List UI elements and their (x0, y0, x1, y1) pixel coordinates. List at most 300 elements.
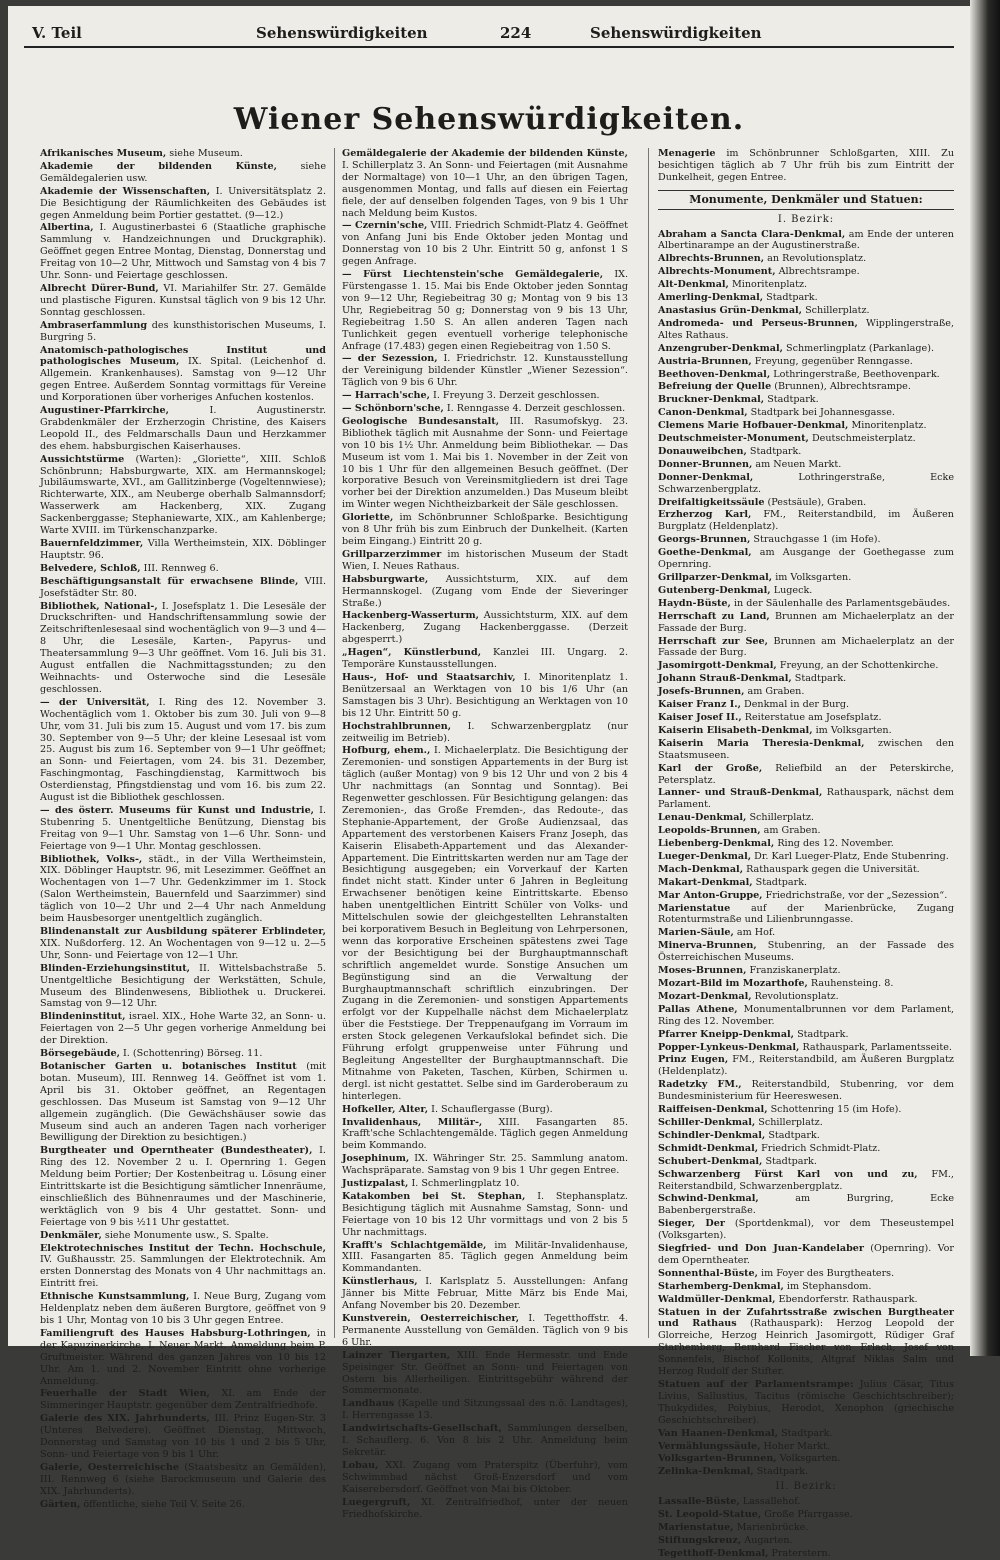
entry (40, 222, 326, 282)
entry-text: Ebendorferstr. Rathauspark. (778, 1293, 918, 1305)
entry-text: Reliefbild an der Peterskirche, Petersplatz. (658, 762, 954, 786)
entry-heading: Raiffeisen-Denkmal, (658, 1104, 768, 1116)
entry (658, 1496, 954, 1508)
entry (658, 1218, 954, 1242)
entry-text: israel. XIX., Hohe Warte 32, an Sonn- u. Feiertagen von 2—5 Uhr gegen vorherige Anmeldung bei der Direktion. (40, 1011, 326, 1047)
entry (658, 1268, 954, 1280)
entry-heading: Josephinum, (342, 1153, 410, 1165)
entry-heading: Anatomisch-pathologisches Institut und pathologisches Museum, (40, 344, 326, 368)
entry-text: Große Pfarrgasse. (764, 1509, 853, 1521)
entry (342, 1276, 628, 1312)
entry-heading: Haus-, Hof- und Staatsarchiv, (342, 671, 516, 683)
entry (342, 1153, 628, 1177)
entry (658, 611, 954, 635)
entry (658, 940, 954, 964)
entry (658, 1143, 954, 1155)
entry-heading: Makart-Denkmal, (658, 876, 753, 888)
entry (658, 991, 954, 1003)
entry-text: Rathauspark gegen die Universität. (746, 863, 920, 875)
entry-heading: Landhaus (342, 1398, 395, 1410)
entry (658, 1243, 954, 1267)
entry-text: Aussichtsturm, XIX. auf dem Hermannskogel. (Zugang vom Ende der Sieveringer Straße.) (342, 573, 628, 609)
entry-heading: Akademie der bildenden Künste, (40, 160, 278, 172)
entry-text: I. Friedrichstr. 12. Kunstausstellung der Vereinigung bildender Künstler „Wiener Sezession“. Täglich von 9 bis 6 Uhr. (342, 353, 628, 389)
entry-heading: Hofkeller, Alter, (342, 1103, 429, 1115)
entry-heading: Befreiung der Quelle (658, 381, 772, 393)
entry-text: Schillerplatz. (805, 304, 870, 316)
entry-text: am Burgring, Ecke Babenbergerstraße. (658, 1193, 954, 1217)
entry (40, 963, 326, 1011)
monument-list-district-1 (658, 229, 954, 1479)
entry-text: städt., in der Villa Wertheimstein, XIX. Döblinger Hauptstr. 96, mit Lesezimmer. Geöffnet an Wochentagen von 1—7 Uhr. Gedenkzimmer im 1. Stock (Salon Wertheimstein, Bauernfeld und Saarzimmer) sind täglich von 10—2 Uhr und 2—4 Uhr nach Anmeldung beim Hausbesorger unentgeltlich zugänglich. (40, 853, 326, 925)
entry-text: (Sportdenkmal), vor dem Theseustempel (Volksgarten). (658, 1218, 954, 1242)
entry (658, 446, 954, 458)
entry-text: Lugeck. (773, 584, 813, 596)
entry-heading: Lobau, (342, 1459, 379, 1471)
entry-heading: Aussichtstürme (40, 453, 125, 465)
entry (342, 745, 628, 1102)
entry-text: im Volksgarten. (775, 572, 852, 583)
entry (40, 1011, 326, 1047)
entry-heading: Vermählungssäule, (658, 1440, 761, 1452)
entry-heading: Hofburg, ehem., (342, 745, 431, 757)
entry-heading: Lenau-Denkmal, (658, 812, 747, 824)
entry-heading: Herrschaft zu Land, (658, 610, 770, 622)
entry-text: I. Stephansplatz. Besichtigung täglich mit Ausnahme Samstag, Sonn- und Feiertage von 10 bis 12 Uhr vormittags und von 2 bis 5 Uhr nachmittags. (342, 1190, 628, 1238)
entry-heading: St. Leopold-Statue, (658, 1509, 762, 1521)
entry-text: Reiterstandbild, Stubenring, vor dem Bundesministerium für Heereswesen. (658, 1079, 954, 1103)
entry (40, 320, 326, 344)
entry (658, 1042, 954, 1054)
entry-heading: Josefs-Brunnen, (658, 686, 745, 698)
entry-text: Lothringerstraße, Beethovenpark. (773, 368, 940, 380)
entry (342, 416, 628, 511)
district-heading: II. Bezirk: (775, 1481, 837, 1493)
entry-heading: Sieger, Der (658, 1218, 725, 1230)
entry-heading: Albertina, (40, 222, 94, 234)
entry-heading: Blinden-Erziehungsinstitut, (40, 962, 191, 974)
entry-heading: Mach-Denkmal, (658, 863, 744, 875)
entry-text: Brunnen am Michaelerplatz an der Fassade der Burg. (658, 635, 954, 659)
entry-text: Brunnen am Michaelerplatz an der Fassade der Burg. (658, 610, 955, 634)
entry (40, 1413, 326, 1461)
entry-text: Rathauspark, Parlamentsseite. (802, 1041, 952, 1053)
entry-text: I. Augustinerstr. Grabdenkmäler der Erzherzogin Christine, des Kaisers Leopold II., des Feldmarschalls Daun und Herzkammer des ehem. habsburgischen Kaiserhauses. (40, 405, 326, 452)
entry (40, 1243, 326, 1291)
entry-text: I. Schauflergasse (Burg). (431, 1103, 553, 1115)
entry-heading: Albrechts-Brunnen, (658, 253, 765, 265)
entry-text: IX. Fürstengasse 1. 15. Mai bis Ende Oktober jeden Sonntag von 9—12 Uhr, Regiebeitrag 30 g; Montag von 9 bis 13 Uhr, Regiebeitrag 50 g; Donnerstag von 9 bis 13 Uhr, Regiebeitrag 1.50 S. An allen anderen Tagen nach Tunlichkeit gegen eventuell vorherige telephonische Anfrage (17.483) gegen einen Regiebeitrag von 1.50 S. (342, 269, 628, 352)
entry-text: I. Stubenring 5. Unentgeltliche Benützung, Dienstag bis Freitag von 9—1 Uhr. Samstag von 1—6 Uhr. Sonn- und Feiertage von 9—1 Uhr. Montag geschlossen. (40, 804, 326, 852)
entry-heading: Lassalle-Büste, (658, 1496, 740, 1508)
entry (658, 1004, 954, 1028)
entry-heading: Canon-Denkmal, (658, 407, 748, 419)
entry-heading: Moses-Brunnen, (658, 965, 747, 977)
entry-heading: Afrikanisches Museum, (40, 148, 167, 159)
entry (342, 610, 628, 646)
entry-text: im Schönbrunner Schloßparke. Besichtigung von 8 Uhr früh bis zum Einbruch der Dunkelheit. (Karten beim Eingang.) Eintritt 20 g. (342, 512, 628, 547)
entry-text: im Stephansdom. (786, 1280, 872, 1292)
entry (658, 890, 954, 902)
entry-text: im Militär-Invalidenhause, XIII. Fasangarten 85. Täglich gegen Anmeldung beim Kommandanten. (342, 1239, 628, 1275)
entry-text: Schillerplatz. (749, 812, 814, 824)
entry-text: Dr. Karl Lueger-Platz, Ende Stubenring. (754, 850, 949, 862)
entry-text: (Staatsbesitz an Gemälden), III. Rennweg 6 (siehe Barockmuseum und Galerie des XIX. Jahrhunderts). (40, 1461, 326, 1497)
entry (40, 563, 326, 575)
entry-text: Minoritenplatz. (731, 279, 808, 291)
entry (658, 812, 954, 824)
entry-text: Friedrich Schmidt-Platz. (761, 1142, 881, 1154)
entry-heading: Akademie der Wissenschaften, (40, 185, 211, 197)
entry (658, 292, 954, 304)
entry-heading: Jasomirgott-Denkmal, (658, 660, 777, 672)
entry-text: Stubenring, an der Fassade des Österreichischen Museums. (658, 940, 954, 964)
district-heading: I. Bezirk: (777, 213, 835, 225)
entry-heading: Bibliothek, National-, (40, 600, 158, 612)
entry (658, 369, 954, 381)
entry-text: Ring des 12. November. (777, 838, 894, 850)
entry (40, 854, 326, 925)
entry (658, 903, 954, 927)
entry-heading: Bibliothek, Volks-, (40, 853, 143, 865)
entry-heading: Gemäldegalerie der Akademie der bildenden Künste, (342, 148, 628, 159)
entry (40, 283, 326, 319)
entry-text: Freyung, an der Schottenkirche. (779, 660, 939, 672)
entry-text: II. Wittelsbachstraße 5. Unentgeltliche Besichtigung der Werkstätten, Schule, Museum des Blindenwesens, Bibliothek u. Druckerei. Samstag von 9—12 Uhr. (40, 962, 326, 1010)
entry-text: I. Renngasse 4. Derzeit geschlossen. (446, 403, 626, 415)
entry-heading: Lanner- und Strauß-Denkmal, (658, 787, 823, 799)
entry-text: am Ende der unteren Albertinarampe an der Augustinerstraße. (658, 228, 954, 252)
entry (658, 1509, 954, 1521)
entry (342, 1191, 628, 1239)
entry-text: (Brunnen), Albrechtsrampe. (774, 381, 911, 393)
entry (658, 1054, 954, 1078)
entry (658, 1117, 954, 1129)
entry-heading: Tegetthoff-Denkmal, (658, 1547, 769, 1559)
entry (658, 318, 954, 342)
entry (342, 721, 628, 745)
entry-heading: Statuen auf der Parlamentsrampe: (658, 1379, 854, 1390)
entry-heading: Augustiner-Pfarrkirche, (40, 405, 169, 417)
entry (40, 601, 326, 696)
entry-heading: Erzherzog Karl, (658, 509, 752, 521)
entry-text: Deutschmeisterplatz. (811, 433, 916, 445)
entry-heading: Alt-Denkmal, (658, 279, 729, 291)
entry (658, 1193, 954, 1217)
entry-text: Monumentalbrunnen vor dem Parlament, Ring des 12. November. (658, 1003, 954, 1027)
entry-heading: Goethe-Denkmal, (658, 547, 752, 559)
entry (40, 697, 326, 804)
entry-heading: Deutschmeister-Monument, (658, 433, 809, 445)
entry-heading: Habsburgwarte, (342, 573, 429, 585)
entry (658, 1130, 954, 1142)
entry-heading: Familiengruft des Hauses Habsburg-Lothringen, (40, 1327, 311, 1339)
entry-text: III. Rennweg 6. (143, 562, 219, 574)
entry-text: VI. Mariahilfer Str. 27. Gemälde und plastische Figuren. Kunstsal täglich von 9 bis 12 Uhr. Sonntag geschlossen. (40, 282, 326, 318)
entry (658, 1441, 954, 1453)
entry (40, 1291, 326, 1327)
entry (658, 851, 954, 863)
entry-heading: Albrecht Dürer-Bund, (40, 282, 159, 294)
entry-heading: — der Universität, (40, 696, 150, 708)
entry-text: Marienbrücke. (736, 1521, 809, 1533)
column-3 (658, 148, 955, 1559)
running-head-left-title: Sehenswürdigkeiten (256, 24, 428, 42)
entry-text: Sammlungen derselben, I. Schauflerg. 6. Von 8 bis 2 Uhr. Anmeldung beim Sekretär. (342, 1423, 628, 1458)
entry-text: Augarten. (744, 1534, 793, 1546)
entry (40, 161, 326, 185)
entry-text: I. Minoritenplatz 1. Benützersaal an Werktagen von 10 bis 1/6 Uhr (an Samstagen bis 3 Uhr). Besichtigung an Werktagen von 10 bis 12 Uhr. Eintritt 50 g. (342, 671, 628, 719)
entry-heading: Justizpalast, (342, 1178, 409, 1190)
entry-text: (Opernring). Vor dem Operntheater. (658, 1243, 954, 1266)
entry-text: Stadtpark. (749, 445, 802, 457)
monument-list-district-2 (658, 1496, 954, 1560)
entry (40, 148, 326, 160)
entry-heading: Hochstrahlbrunnen, (342, 720, 452, 732)
entry-text: öffentliche, siehe Teil V. Seite 26. (83, 1498, 245, 1510)
entry (658, 547, 954, 571)
entry-heading: Kaiser Josef II., (658, 711, 742, 723)
entry-text: Volksgarten. (779, 1453, 841, 1465)
entry (342, 1398, 628, 1422)
entry-heading: Luegergruft, (342, 1496, 411, 1508)
entry (658, 864, 954, 876)
entry-heading: Elektrotechnisches Institut der Techn. Hochschule, (40, 1242, 326, 1254)
entry-heading: Johann Strauß-Denkmal, (658, 673, 792, 685)
entry-text: am Graben. (763, 825, 821, 837)
entry-heading: Schmidt-Denkmal, (658, 1142, 759, 1154)
entry (658, 420, 954, 432)
entry-text: XI. Zentralfriedhof, unter der neuen Friedhofskirche. (342, 1496, 628, 1520)
entry (658, 699, 954, 711)
entry-heading: Donner-Denkmal, (658, 471, 754, 483)
page-edge-shadow (970, 0, 1000, 1356)
entry-heading: Beschäftigungsanstalt für erwachsene Blinde, (40, 575, 299, 587)
entry (658, 459, 954, 471)
entry-text: (mit botan. Museum), III. Rennweg 14. Geöffnet ist vom 1. April bis 31. Oktober geöffnet, an Regentagen geschlossen. Das Museum ist Samstag von 9—12 Uhr allgemein zugänglich. (Die Gewächshäuser sowie das Museum sind auch an anderen Tagen nach vorheriger Bewilligung der Direktion zu besichtigen.) (40, 1060, 326, 1144)
entry-text: am Neuen Markt. (755, 458, 842, 470)
entry (40, 805, 326, 853)
entry-text: IV. Gußhausstr. 25. Sammlungen der Elektrotechnik. Am ersten Donnerstag des Monats von 4 Uhr nachmittags an. Eintritt frei. (40, 1254, 326, 1290)
entry-text: Rauhensteing. 8. (810, 978, 894, 989)
entry-text: an Revolutionsplatz. (767, 253, 867, 265)
document-page (8, 6, 970, 1559)
entry-heading: Schwarzenberg Fürst Karl von und zu, (658, 1168, 918, 1180)
entry-text: I. Ring des 12. November 2 u. I. Opernring 1. Gegen Meldung beim Portier; Der Kostenbeitrag u. Lösung einer Eintrittskarte ist die Besichtigung sämtlicher Innenräume, einschließlich des Bühnenraumes und der Maschinerie, werktäglich von 9 bis 4 Uhr gestattet. Sonn- und Feiertage von 9 bis ½11 Uhr gestattet. (40, 1145, 326, 1228)
entry (658, 1294, 954, 1306)
entry (40, 576, 326, 600)
entry-text: Albrechtsrampe. (778, 266, 860, 278)
entry (342, 672, 628, 720)
entry-text: Stadtpark. (765, 1155, 817, 1167)
entry-text: Hoher Markt. (763, 1440, 830, 1452)
entry (658, 572, 954, 584)
entry-text: Franziskanerplatz. (749, 965, 841, 977)
entry-text: Minoritenplatz. (851, 420, 927, 432)
entry-heading: Abraham a Sancta Clara-Denkmal, (658, 228, 846, 240)
entry-heading: Belvedere, Schloß, (40, 562, 141, 574)
entry-heading: Van Haanen-Denkmal, (658, 1427, 779, 1439)
entry (658, 1548, 954, 1560)
entry (342, 1117, 628, 1153)
entry-heading: — Czernin'sche, (342, 220, 428, 232)
entry-heading: Anzengruber-Denkmal, (658, 342, 783, 354)
entry (342, 269, 628, 352)
entry (342, 574, 628, 610)
entry-text: Friedrichstraße, vor der „Sezession“. (765, 889, 948, 901)
entry-text: Wipplingerstraße, Altes Rathaus. (658, 317, 954, 341)
entry (658, 229, 954, 253)
entry-heading: Clemens Marie Hofbauer-Denkmal, (658, 420, 849, 432)
entry-heading: Haydn-Büste, (658, 597, 731, 609)
entry-heading: Blindenanstalt zur Ausbildung späterer Erblindeter, (40, 926, 326, 937)
entry (342, 1423, 628, 1459)
entry-text: Schottenring 15 (im Hofe). (770, 1104, 902, 1116)
entry-heading: Bruckner-Denkmal, (658, 394, 765, 406)
entry-heading: Menagerie (658, 148, 716, 159)
entry (40, 345, 326, 405)
entry-heading: Prinz Eugen, (658, 1054, 729, 1066)
entry-text: siehe Gemäldegalerien usw. (40, 160, 326, 184)
entry-text: Stadtpark. (755, 876, 808, 888)
entry-heading: Ethnische Kunstsammlung, (40, 1291, 190, 1303)
entry (658, 381, 954, 393)
entry-text: XI. am Ende der Simmeringer Hauptstr. gegenüber dem Zentralfriedhofe. (40, 1388, 326, 1412)
entry-heading: Galerie des XIX. Jahrhunderts, (40, 1413, 210, 1425)
entry (40, 1462, 326, 1498)
entry (658, 253, 954, 265)
entry (658, 1466, 954, 1478)
entry-heading: Geologische Bundesanstalt, (342, 415, 500, 427)
entry-text: I. Tegetthoffstr. 4. Permanente Ausstellung von Gemälden. Täglich von 9 bis 6 Uhr. (342, 1313, 628, 1348)
entry-heading: Marienstatue (658, 902, 731, 914)
entry (40, 1048, 326, 1060)
entry-text: Lassallehof. (742, 1496, 801, 1508)
entry (658, 738, 954, 762)
column-2 (342, 148, 628, 1520)
entry-text: des kunsthistorischen Museums, I. Burgring 5. (40, 319, 326, 343)
entry-text: zwischen den Staatsmuseen. (658, 737, 954, 761)
entry-heading: Denkmäler, (40, 1229, 102, 1241)
entry-heading: Marien-Säule, (658, 927, 734, 939)
entry (40, 1499, 326, 1511)
entry-heading: Katakomben bei St. Stephan, (342, 1190, 526, 1202)
entry-text: FM., Reiterstandbild, im Äußeren Burgplatz (Heldenplatz). (658, 509, 954, 533)
entry (658, 787, 954, 811)
entry (658, 1104, 954, 1116)
entry-text: I. Neue Burg, Zugang vom Heldenplatz neben dem äußeren Burgtore, geöffnet von 9 bis 1 Uhr, Montag von 10 bis 3 Uhr gegen Entree. (40, 1291, 326, 1326)
entry-text: Praterstern. (771, 1547, 831, 1559)
entry (40, 926, 326, 962)
entry (40, 1230, 326, 1242)
entry-heading: Schiller-Denkmal, (658, 1116, 756, 1128)
entry-text: siehe Museum. (169, 148, 243, 159)
entry-text: I. Freyung 3. Derzeit geschlossen. (433, 390, 600, 402)
entry (342, 1240, 628, 1276)
column-rule (648, 148, 649, 1338)
entry-text: (Pestsäule), Graben. (767, 496, 867, 508)
entry-text: im historischen Museum der Stadt Wien, I. Neues Rathaus. (342, 548, 628, 572)
entry (658, 1156, 954, 1168)
entry-text: XXI. Zugang vom Praterspitz (Überfuhr), vom Schwimmbad nächst Groß-Enzersdorf und vom Kaiserebersdorf. Geöffnet von Mai bis Oktober. (342, 1459, 628, 1495)
column-3-intro (658, 148, 954, 184)
entry-text: Stadtpark. (781, 1427, 833, 1439)
entry (40, 1061, 326, 1144)
entry (658, 598, 954, 610)
entry-heading: Dreifaltigkeitssäule (658, 496, 765, 508)
entry-text: im Schönbrunner Schloßgarten, XIII. Zu besichtigen täglich ab 7 Uhr früh bis zum Eintritt der Dunkelheit, gegen Entree. (658, 148, 954, 183)
entry-text: auf der Marienbrücke, Zugang Rotenturmstraße und Lilienbrunngasse. (658, 902, 954, 926)
entry-text: Freyung, gegenüber Renngasse. (754, 355, 913, 367)
entry-heading: Volksgarten-Brunnen, (658, 1453, 777, 1465)
entry-heading: Burgtheater und Operntheater (Bundestheater), (40, 1145, 313, 1157)
entry-heading: Gutenberg-Denkmal, (658, 584, 771, 596)
entry-heading: Radetzky FM., (658, 1079, 742, 1091)
entry (342, 1497, 628, 1521)
entry (658, 838, 954, 850)
entry-heading: Mozart-Denkmal, (658, 990, 752, 1002)
entry-text: Stadtpark. (767, 394, 819, 406)
entry-heading: Hackenberg-Wasserturm, (342, 610, 479, 622)
entry-heading: Pfarrer Kneipp-Denkmal, (658, 1028, 795, 1040)
entry (342, 1313, 628, 1349)
entry (40, 1388, 326, 1412)
entry-text: I. Schillerplatz 3. An Sonn- und Feiertagen (mit Ausnahme der Normaltage) von 10—1 Uhr, an den übrigen Tagen, ausgenommen Montag, und falls auf diesen ein Feiertag fiele, der auf denselben folgenden Tages, von 9 bis 1 Uhr nach Meldung beim Kustos. (342, 159, 628, 219)
entry-heading: Mozart-Bild im Mozarthofe, (658, 978, 808, 989)
entry-heading: Feuerhalle der Stadt Wien, (40, 1388, 210, 1400)
entry (40, 538, 326, 562)
entry-text: im Volksgarten. (815, 724, 892, 736)
running-head-right-title: Sehenswürdigkeiten (590, 24, 762, 42)
entry-text: XIII. Ende Hermesstr. und Ende Speisinger Str. Geöffnet an Sonn- und Feiertagen von Ostern bis Allerheiligen. Eintrittsgebühr während der Sommermonate. (342, 1349, 628, 1397)
entry-text: in der Kapuzinerkirche, I. Neuer Markt. Anmeldung beim P. Gruftmeister. Während des ganzen Jahres von 10 bis 12 Uhr. Am 1. und 2. November Eintritt ohne vorherige Anmeldung. (40, 1327, 326, 1387)
entry (658, 279, 954, 291)
entry-heading: Amerling-Denkmal, (658, 292, 764, 304)
entry-heading: Galerie, Oesterreichische (40, 1461, 179, 1473)
entry-heading: Pallas Athene, (658, 1003, 738, 1015)
entry (658, 965, 954, 977)
entry-text: I. (Schottenring) Börseg. 11. (123, 1048, 263, 1060)
entry-heading: Albrechts-Monument, (658, 266, 776, 278)
entry-heading: — der Sezession, (342, 353, 438, 365)
entry (658, 725, 954, 737)
entry-text: Julius Cäsar, Titus Livius, Sallustius, Tacitus (römische Geschichtschreiber); Thukydides, Polybius, Herodot, Xenophon (griechische Geschichtschreiber). (658, 1379, 954, 1426)
entry-text: Stadtpark. (768, 1129, 820, 1141)
column-1 (40, 148, 327, 1510)
entry-heading: Marienstatue, (658, 1521, 734, 1533)
entry-heading: Invalidenhaus, Militär-, (342, 1116, 483, 1128)
entry-heading: Karl der Große, (658, 762, 763, 774)
entry (658, 712, 954, 724)
entry (342, 1460, 628, 1496)
entry-heading: Lueger-Denkmal, (658, 850, 752, 862)
entry-heading: Starhemberg-Denkmal, (658, 1280, 784, 1292)
entry-text: siehe Monumente usw., S. Spalte. (104, 1229, 269, 1241)
entry (658, 356, 954, 368)
entry-text: Stadtpark. (794, 673, 847, 685)
entry (342, 403, 628, 415)
entry-heading: Waldmüller-Denkmal, (658, 1293, 776, 1305)
entry (40, 1328, 326, 1388)
entry-heading: Schindler-Denkmal, (658, 1129, 766, 1141)
entry-heading: Börsegebäude, (40, 1048, 120, 1060)
running-head (24, 22, 954, 48)
entry (342, 1104, 628, 1116)
entry-text: III. Rasumofskyg. 23. Bibliothek täglich mit Ausnahme der Sonn- und Feiertage von 10 bis 1½ Uhr. Anmeldung beim Bibliothekar. — Das Museum ist vom 1. Mai bis 1. November in der Zeit von 10 bis 1 Uhr für den allgemeinen Besuch geöffnet. (Der korporative Besuch von Vereinsmitgliedern ist drei Tage vorher bei der Direktion anzumelden.) Das Museum bleibt im Winter wegen Nichtheizbarkeit der Säle geschlossen. (342, 415, 628, 511)
entry-text: I. Schmerlingplatz 10. (411, 1178, 520, 1190)
entry-heading: Ambraserfammlung (40, 319, 148, 331)
entry-text: XIII. Fasangarten 85. Krafft'sche Schlachtengemälde. Täglich gegen Anmeldung beim Kommando. (342, 1116, 628, 1152)
